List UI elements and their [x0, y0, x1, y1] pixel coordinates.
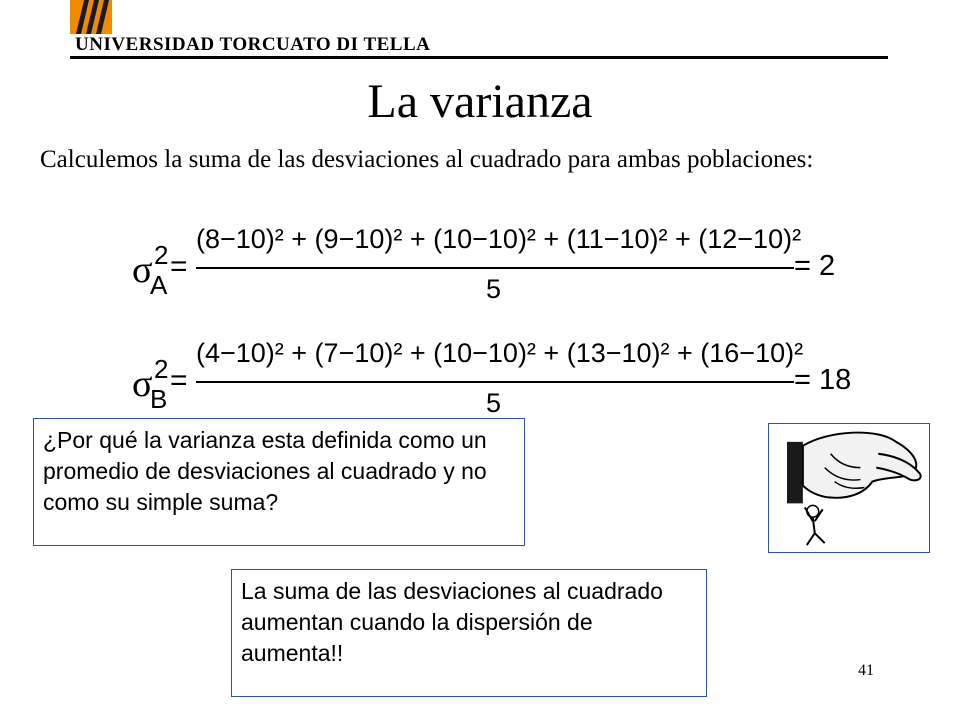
question-box	[33, 418, 525, 546]
formula-superscript: 2	[154, 240, 169, 270]
answer-box	[231, 569, 707, 697]
formula-subscript: A	[150, 270, 168, 300]
pointing-hand-icon	[769, 424, 928, 551]
sigma-symbol: σ	[132, 249, 153, 291]
institution-name: UNIVERSIDAD TORCUATO DI TELLA	[75, 34, 431, 55]
question-text: ¿Por qué la varianza esta definida como un promedio de desviaciones al cuadrado y no como su simple suma?	[43, 427, 487, 515]
answer-text: La suma de las desviaciones al cuadrado aumentan cuando la dispersión de aumenta!!	[241, 578, 663, 666]
intro-text: Calculemos la suma de las desviaciones al cuadrado para ambas poblaciones:	[40, 146, 814, 173]
formula-denominator: 5	[486, 274, 502, 304]
formula-numerator: (4−10)² + (7−10)² + (10−10)² + (13−10)² + (16−10)²	[196, 338, 804, 368]
formula-result: = 18	[794, 364, 852, 396]
formula-superscript: 2	[154, 354, 169, 384]
equals-sign: =	[170, 364, 188, 397]
formula-denominator: 5	[486, 388, 502, 418]
university-logo	[70, 0, 112, 34]
slide-number: 41	[858, 662, 874, 679]
variance-formula-a	[110, 222, 860, 312]
sigma-symbol: σ	[132, 363, 153, 405]
slide-title: La varianza	[367, 75, 593, 128]
equals-sign: =	[170, 250, 188, 283]
formula-subscript: B	[150, 384, 168, 414]
fraction-bar	[196, 381, 794, 383]
fraction-bar	[196, 267, 794, 269]
illustration-frame	[768, 423, 930, 553]
formula-numerator: (8−10)² + (9−10)² + (10−10)² + (11−10)² + (12−10)²	[196, 224, 802, 254]
formula-result: = 2	[794, 250, 836, 282]
variance-formula-b	[110, 336, 860, 426]
header-divider	[70, 56, 888, 59]
